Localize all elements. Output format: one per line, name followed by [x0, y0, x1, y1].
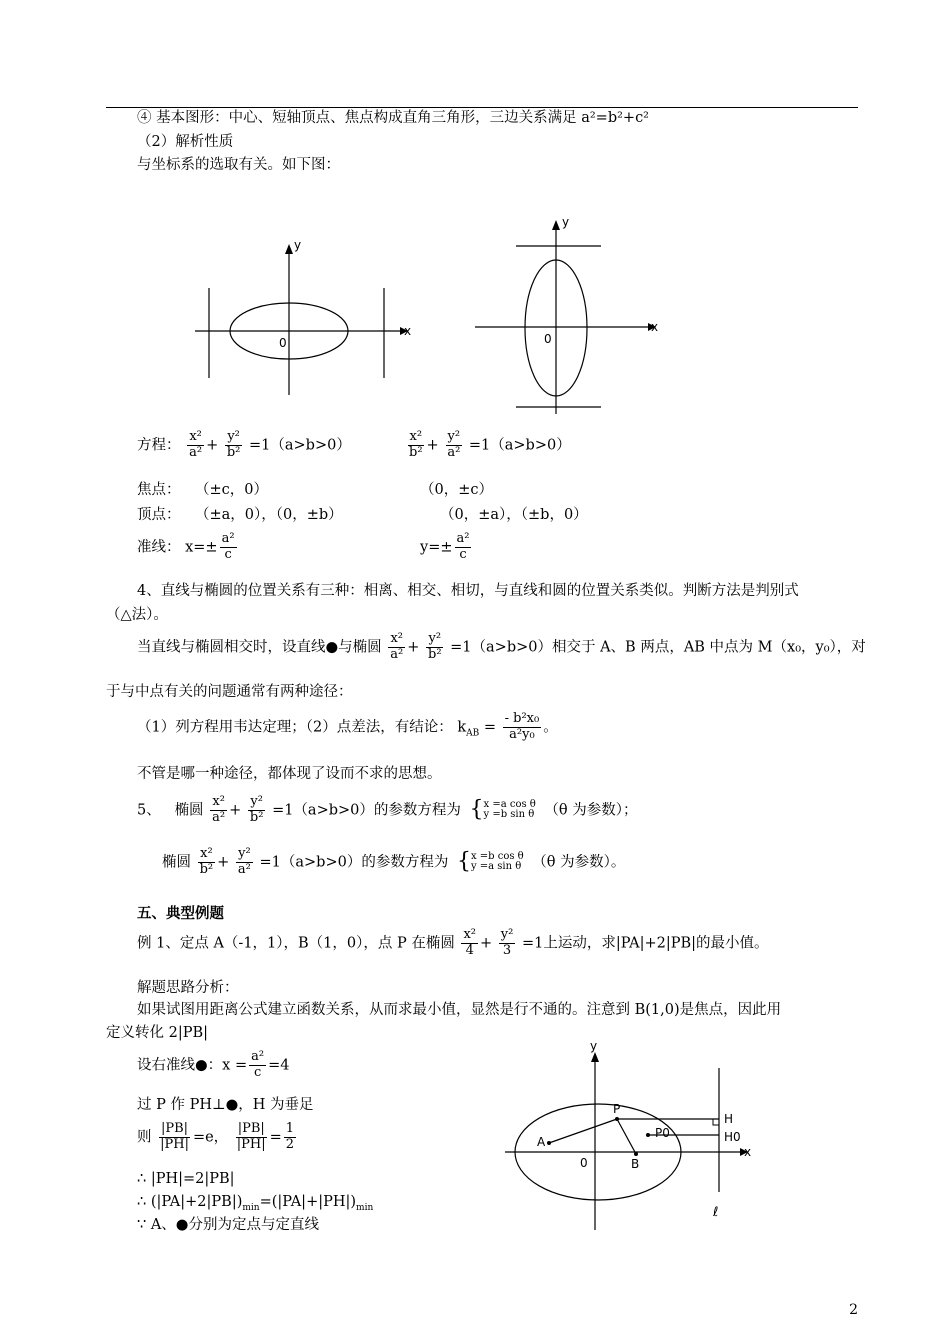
right-angle-mark [713, 1119, 719, 1125]
parametric-system-1: {x =a cos θ y =b sin θ [469, 797, 536, 823]
label-h0: H0 [724, 1130, 741, 1144]
frac-pb-ph: $\frac{|PB|}{|PH|}$ [160, 1121, 189, 1152]
equation-condition: =1（a>b>0） [249, 437, 351, 454]
frac-x2-a2: $\frac{\text{x²}}{\text{a²}}$ [390, 631, 404, 662]
right-directrix-line: 设右准线●：x = $\frac{\text{a²}}{c}$ =4 [137, 1049, 290, 1080]
vertex-label: 顶点： [137, 507, 181, 523]
x-label: x [744, 1145, 752, 1159]
equation-label: 方程： [137, 437, 181, 454]
equation-condition: =1（a>b>0） [468, 437, 571, 454]
p4-line-b: （△法）。 [106, 607, 168, 623]
line-coordinate-note: 与坐标系的选取有关。如下图： [137, 157, 340, 173]
frac-y2-b2: $\frac{\text{y²}}{\text{b²}}$ [226, 429, 241, 460]
segment-pa [549, 1119, 617, 1143]
figure-vertical-ellipse [470, 212, 670, 417]
y-label: y [294, 238, 302, 252]
origin-label: 0 [580, 1156, 588, 1170]
frac-a2-c: $\frac{\text{a²}}{c}$ [251, 1049, 265, 1080]
equation-row-1: 方程： $\frac{\text{x²}}{\text{a²}}$ + $\frac{\text{y²}}{\text{b²}}$ =1（a>b>0） [137, 429, 351, 460]
label-a: A [537, 1135, 546, 1149]
analysis-line-2: 定义转化 2|PB| [106, 1025, 209, 1041]
p4-line-d: 于与中点有关的问题通常有两种途径： [106, 684, 353, 700]
ratio-line: 则 $\frac{|PB|}{|PH|}$ =e， $\frac{|PB|}{|PH|}$ = $\frac{1}{2}$ [137, 1121, 295, 1152]
y-label: y [590, 1040, 598, 1053]
frac-point-difference: $\frac{\text{- b²x₀}}{\text{a²y₀}}$ [504, 711, 540, 742]
origin-label: 0 [544, 332, 552, 346]
point-p [615, 1117, 619, 1121]
directrix-x: x=± [185, 539, 218, 556]
label-b: B [631, 1157, 640, 1171]
directrix-label: 准线： [137, 539, 181, 556]
point-p0 [646, 1133, 650, 1137]
x-label: x [651, 320, 659, 334]
frac-x2-b2: $\frac{\text{x²}}{\text{b²}}$ [199, 846, 214, 877]
p5-line-a: 5、 椭圆 $\frac{\text{x²}}{\text{a²}}$ + $\frac{\text{y²}}{\text{b²}}$ =1（a>b>0）的参数方程为 {x =a cos θ y =b sin θ （θ 为参数）； [137, 794, 638, 825]
frac-x2-a2: $\frac{\text{x²}}{\text{a²}}$ [189, 429, 203, 460]
frac-a2-c: $\frac{\text{a²}}{c}$ [456, 531, 470, 562]
label-l: ℓ [713, 1205, 719, 1220]
section-heading: 五、典型例题 [137, 905, 224, 922]
origin-label: 0 [279, 336, 287, 350]
frac-y2-a2: $\frac{\text{y²}}{\text{a²}}$ [237, 846, 251, 877]
y-label: y [562, 215, 570, 229]
figure-example-ellipse [500, 1040, 760, 1245]
y-axis-arrow [591, 1052, 599, 1062]
p4-line-e: （1）列方程用韦达定理；（2）点差法，有结论： $k_{AB}$ = $\frac{\text{- b²x₀}}{\text{a²y₀}}$ 。 [137, 711, 558, 742]
p4-line-c: 当直线与椭圆相交时，设直线●与椭圆 $\frac{\text{x²}}{\text{a²}}$ + $\frac{\text{y²}}{\text{b²}}$ =1（a>b>0）相交于 A、B 两点，AB 中点为 M（x₀，y₀），对 [137, 631, 866, 662]
line-analytic-property: （2）解析性质 [137, 134, 234, 150]
y-axis-arrow [552, 220, 560, 230]
directrix-row-2 [420, 532, 473, 563]
equation-row-2: $\frac{\text{x²}}{\text{b²}}$ + $\frac{\text{y²}}{\text{a²}}$ =1（a>b>0） [409, 429, 571, 460]
p4-line-a: 4、直线与椭圆的位置关系有三种：相离、相交、相切，与直线和圆的位置关系类似。判断方法是判别式 [137, 583, 799, 599]
perpendicular-line: 过 P 作 PH⊥●，H 为垂足 [137, 1097, 314, 1113]
focus-value-1: （±c，0） [195, 482, 268, 498]
frac-pb-ph-2: $\frac{|PB|}{|PH|}$ [236, 1121, 266, 1152]
example1-statement: 例 1、定点 A（-1，1），B（1，0），点 P 在椭圆 $\frac{\text{x²}}{4}$ + $\frac{\text{y²}}{3}$ =1上运动，求|PA|+2|PB|的最小值。 [137, 927, 769, 958]
therefore-line-2: ∴ $(|PA|+2|PB|)_{min}=(|PA|+|PH|)_{min}$ [137, 1194, 374, 1213]
because-line: ∵ A、●分别为定点与定直线 [137, 1217, 319, 1233]
p4-line-f: 不管是哪一种途径，都体现了设而不求的思想。 [137, 766, 442, 782]
x-label: x [404, 324, 412, 338]
directrix-row-1 [137, 532, 239, 563]
frac-x2-a2: $\frac{\text{x²}}{\text{a²}}$ [212, 794, 226, 825]
page-number: 2 [849, 1302, 858, 1318]
point-a [547, 1141, 551, 1145]
parametric-system-2: {x =b cos θ y =a sin θ [456, 849, 524, 875]
header-rule [106, 107, 858, 108]
y-axis-arrow [285, 244, 293, 254]
focus-value-2: （0，±c） [420, 482, 493, 498]
label-h: H [724, 1112, 734, 1126]
label-p: P [613, 1102, 621, 1116]
segment-pb [617, 1119, 636, 1154]
focus-label: 焦点： [137, 482, 181, 498]
frac-x2-b2: $\frac{\text{x²}}{\text{b²}}$ [409, 429, 423, 460]
line-basic-shape: ④ 基本图形：中心、短轴顶点、焦点构成直角三角形，三边关系满足 a²=b²+c² [137, 110, 650, 126]
frac-x2-4: $\frac{\text{x²}}{4}$ [463, 927, 477, 958]
analysis-line-1: 如果试图用距离公式建立函数关系，从而求最小值，显然是行不通的。注意到 B(1,0)是焦点，因此用 [137, 1002, 782, 1018]
frac-y2-3: $\frac{\text{y²}}{3}$ [500, 927, 514, 958]
point-b [634, 1152, 638, 1156]
therefore-line-1: ∴ |PH|=2|PB| [137, 1171, 235, 1187]
frac-y2-a2: $\frac{\text{y²}}{\text{a²}}$ [447, 429, 461, 460]
frac-one-half: $\frac{1}{2}$ [285, 1121, 295, 1152]
label-p0: P0 [655, 1126, 670, 1140]
frac-a2-c: $\frac{\text{a²}}{c}$ [221, 531, 235, 562]
frac-y2-b2: $\frac{\text{y²}}{\text{b²}}$ [249, 794, 264, 825]
directrix-y: y=± [420, 539, 453, 556]
p5-line-b: 椭圆 $\frac{\text{x²}}{\text{b²}}$ + $\frac{\text{y²}}{\text{a²}}$ =1（a>b>0）的参数方程为 {x =b cos θ y =a sin θ （θ 为参数）。 [162, 846, 626, 877]
figure-horizontal-ellipse [190, 230, 420, 400]
frac-y2-b2: $\frac{\text{y²}}{\text{b²}}$ [428, 631, 442, 662]
vertex-value-1: （±a，0），（0，±b） [195, 507, 343, 523]
analysis-heading: 解题思路分析： [137, 980, 239, 996]
vertex-value-2: （0，±a），（±b，0） [440, 507, 588, 523]
